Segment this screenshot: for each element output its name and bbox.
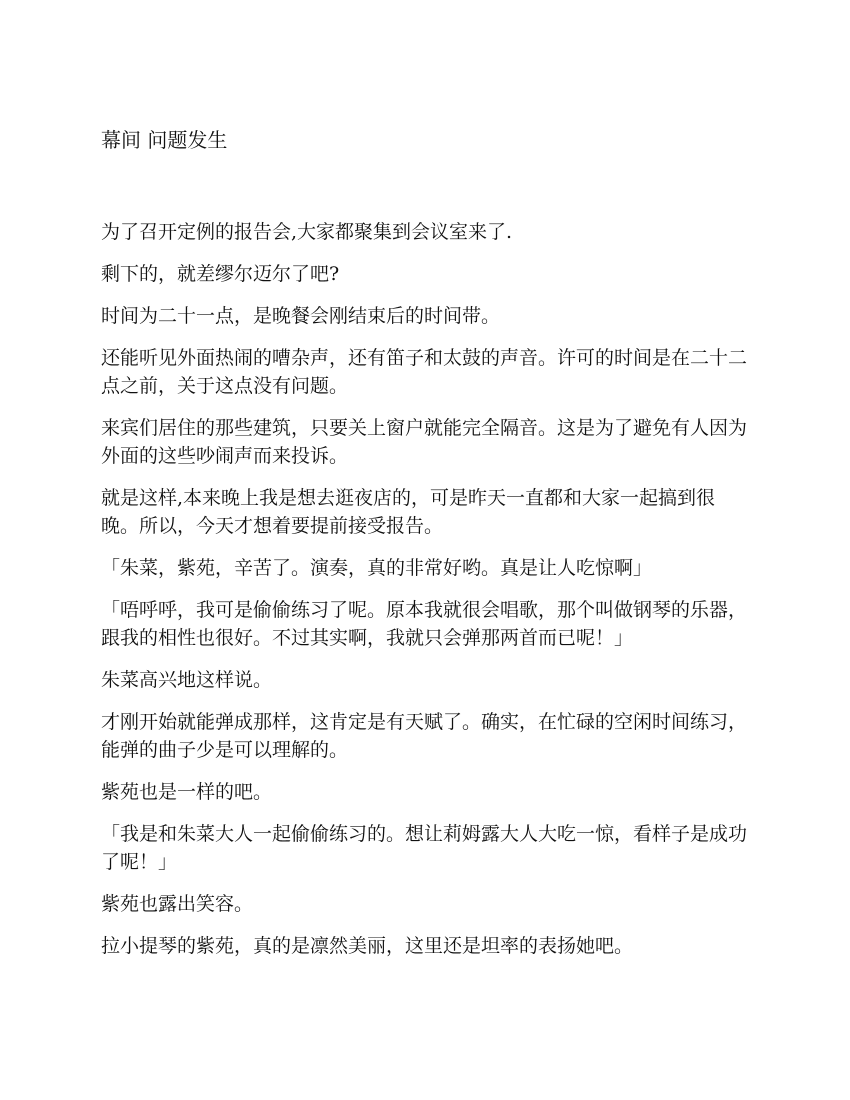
paragraph: 时间为二十一点，是晚餐会刚结束后的时间带。 — [101, 305, 501, 327]
paragraph: 「我是和朱菜大人一起偷偷练习的。想让莉姆露大人大吃一惊，看样子是成功了呢！」 — [101, 823, 748, 873]
paragraph: 紫苑也露出笑容。 — [101, 893, 254, 915]
paragraph: 「唔呼呼，我可是偷偷练习了呢。原本我就很会唱歌，那个叫做钢琴的乐器，跟我的相性也很好。不过其实啊，我就只会弹那两首而已呢！」 — [101, 599, 748, 649]
body-text — [101, 218, 753, 974]
paragraph: 才刚开始就能弹成那样，这肯定是有天赋了。确实，在忙碌的空闲时间练习，能弹的曲子少是可以理解的。 — [101, 711, 748, 761]
paragraph: 就是这样,本来晚上我是想去逛夜店的，可是昨天一直都和大家一起搞到很晚。所以，今天才想着要提前接受报告。 — [101, 487, 716, 537]
paragraph: 朱菜高兴地这样说。 — [101, 669, 273, 691]
paragraph: 来宾们居住的那些建筑，只要关上窗户就能完全隔音。这是为了避免有人因为外面的这些吵闹声而来投诉。 — [101, 417, 748, 467]
paragraph: 还能听见外面热闹的嘈杂声，还有笛子和太鼓的声音。许可的时间是在二十二点之前，关于这点没有问题。 — [101, 347, 748, 397]
paragraph: 剩下的，就差缪尔迈尔了吧? — [101, 263, 340, 285]
paragraph: 「朱菜，紫苑，辛苦了。演奏，真的非常好哟。真是让人吃惊啊」 — [101, 557, 653, 579]
paragraph: 紫苑也是一样的吧。 — [101, 781, 273, 803]
paragraph: 拉小提琴的紫苑，真的是凛然美丽，这里还是坦率的表扬她吧。 — [101, 935, 634, 957]
chapter-title: 幕间 问题发生 — [101, 128, 228, 152]
paragraph: 为了召开定例的报告会,大家都聚集到会议室来了. — [101, 221, 513, 243]
